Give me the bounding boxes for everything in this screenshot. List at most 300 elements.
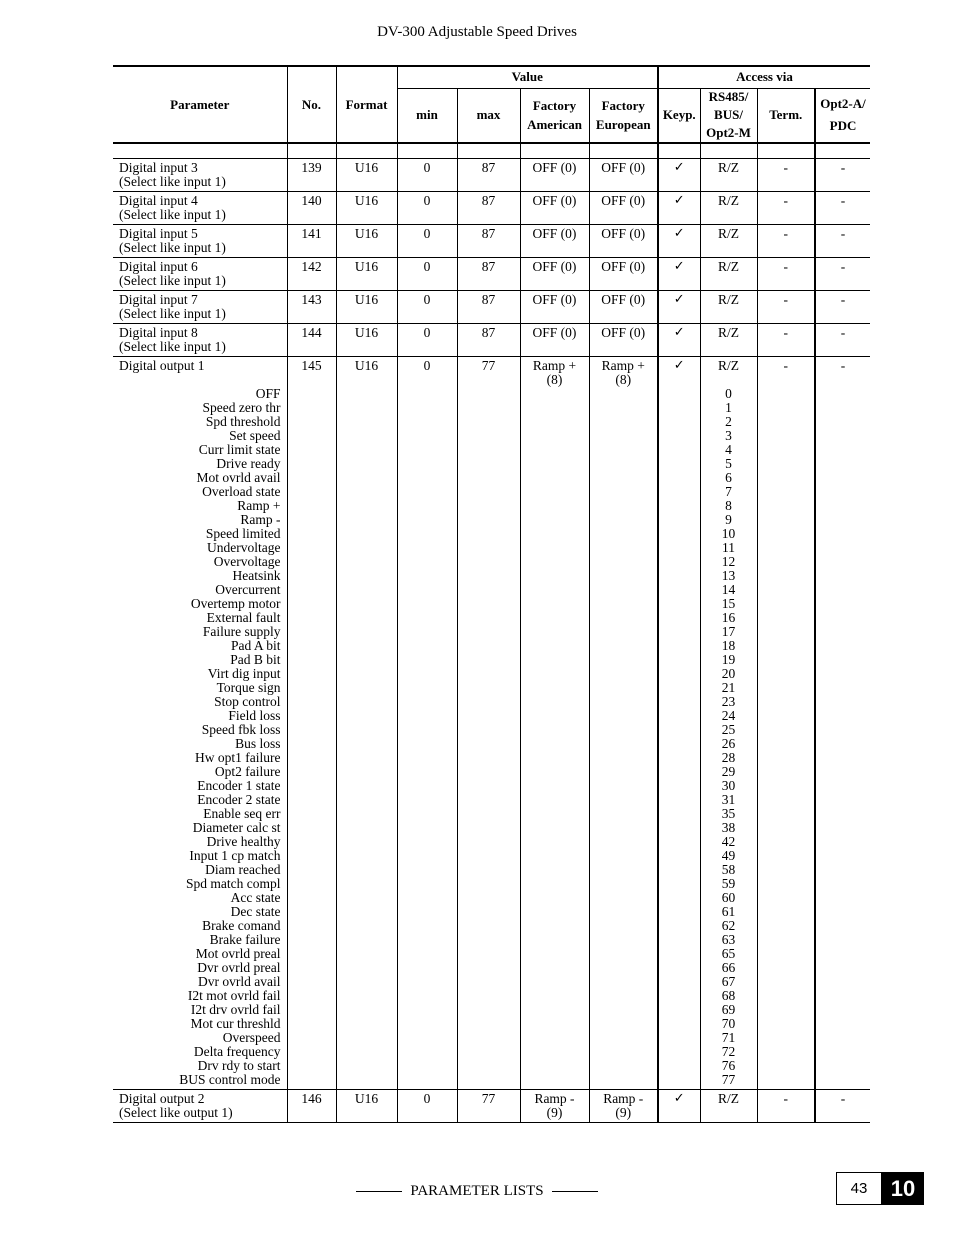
option-code: 16	[721, 610, 736, 625]
rs485-access-cell	[700, 192, 757, 225]
option-code: 76	[721, 1058, 736, 1073]
factory-european-cell	[589, 192, 658, 225]
parameter-name: Digital input 7	[119, 292, 198, 307]
factory-european-cell	[589, 1090, 658, 1123]
max-value: 87	[481, 325, 496, 340]
col-header-max: max	[457, 88, 520, 143]
parameter-number: 146	[301, 1091, 322, 1106]
check-icon: ✓	[673, 226, 685, 241]
col-header-access-via: Access via	[658, 66, 870, 88]
rs485-line-3: Opt2-M	[706, 125, 751, 141]
parameter-number-cell	[287, 225, 336, 258]
option-label: Hw opt1 failure	[195, 750, 281, 765]
option-label: External fault	[206, 610, 281, 625]
option-label: Mot ovrld avail	[196, 470, 281, 485]
col-header-opt2	[815, 88, 870, 143]
option-label: OFF	[255, 386, 281, 401]
max-value: 77	[481, 1091, 496, 1106]
option-label: Stop control	[214, 694, 281, 709]
option-label: Diameter calc st	[192, 820, 281, 835]
option-code: 69	[721, 1002, 736, 1017]
factory-european-value: OFF (0)	[601, 259, 646, 274]
parameter-number: 143	[301, 292, 322, 307]
format-value-cell	[336, 192, 397, 225]
factory-american-cell	[520, 192, 589, 225]
format-value-cell	[336, 357, 397, 1090]
parameter-number-cell	[287, 324, 336, 357]
check-icon: ✓	[673, 292, 685, 307]
option-label: Bus loss	[235, 736, 281, 751]
format-value: U16	[354, 358, 379, 373]
factory-american-cell	[520, 225, 589, 258]
option-label: Ramp -	[240, 512, 281, 527]
option-code: 63	[721, 932, 736, 947]
header-spacer-row	[113, 143, 870, 159]
option-code: 0	[725, 386, 732, 401]
parameter-note: (Select like input 1)	[119, 339, 226, 354]
col-header-factory-american	[520, 88, 589, 143]
opt2-access-cell	[815, 291, 870, 324]
format-value-cell	[336, 225, 397, 258]
factory-european-value: OFF (0)	[601, 292, 646, 307]
option-code: 68	[721, 988, 736, 1003]
terminal-access-value: -	[783, 325, 788, 340]
option-label: Overtemp motor	[190, 596, 281, 611]
parameter-cell	[113, 291, 287, 324]
parameter-number: 141	[301, 226, 322, 241]
min-value: 0	[423, 193, 431, 208]
check-icon: ✓	[673, 259, 685, 274]
max-value-cell	[457, 225, 520, 258]
min-value: 0	[423, 160, 431, 175]
format-value-cell	[336, 258, 397, 291]
rs485-access-value: R/Z	[717, 259, 739, 274]
option-code: 3	[725, 428, 732, 443]
table-row-digital-output-2	[113, 1090, 870, 1123]
factory-european-value: (9)	[615, 1105, 632, 1120]
option-label: Pad B bit	[230, 652, 281, 667]
col-header-rs485	[700, 88, 757, 143]
option-label: Drive ready	[216, 456, 281, 471]
option-label: Enable seq err	[203, 806, 281, 821]
footer-rule-right	[552, 1191, 598, 1192]
rs485-line-2: BUS/	[714, 107, 743, 123]
min-value-cell	[397, 159, 457, 192]
rs485-access-cell	[700, 291, 757, 324]
format-value: U16	[354, 226, 379, 241]
option-code: 19	[721, 652, 736, 667]
parameter-number: 140	[301, 193, 322, 208]
format-value-cell	[336, 1090, 397, 1123]
factory-european-value: OFF (0)	[601, 226, 646, 241]
parameter-note: (Select like input 1)	[119, 207, 226, 222]
opt2-access-value: -	[840, 160, 846, 175]
option-code: 26	[721, 736, 736, 751]
max-value: 87	[481, 292, 496, 307]
rs485-access-value: R/Z	[717, 193, 739, 208]
option-code: 30	[721, 778, 736, 793]
option-label: Input 1 cp match	[189, 848, 281, 863]
option-code: 71	[721, 1030, 736, 1045]
factory-american-line-1: Factory	[532, 97, 577, 113]
option-label: Speed limited	[205, 526, 281, 541]
opt2-access-cell	[815, 324, 870, 357]
option-label-list	[119, 387, 287, 1087]
factory-european-line-1: Factory	[601, 97, 645, 113]
factory-european-cell	[589, 225, 658, 258]
terminal-access-cell	[757, 258, 815, 291]
table-row	[113, 159, 870, 192]
option-label: Diam reached	[205, 862, 281, 877]
terminal-access-cell	[757, 159, 815, 192]
format-value: U16	[354, 325, 379, 340]
option-label: Drive healthy	[206, 834, 281, 849]
terminal-access-cell	[757, 357, 815, 1090]
page-header-title: DV-300 Adjustable Speed Drives	[377, 24, 577, 40]
parameter-cell	[113, 357, 287, 1090]
opt2-access-cell	[815, 1090, 870, 1123]
col-header-term: Term.	[757, 88, 815, 143]
option-code: 28	[721, 750, 736, 765]
format-value: U16	[354, 1091, 379, 1106]
format-value-cell	[336, 159, 397, 192]
option-label: Dvr ovrld avail	[198, 974, 281, 989]
option-label: Dec state	[230, 904, 281, 919]
factory-european-line-2: European	[595, 116, 651, 132]
option-label: Spd threshold	[205, 414, 281, 429]
option-code: 9	[725, 512, 732, 527]
factory-european-value: OFF (0)	[601, 193, 646, 208]
table-row	[113, 291, 870, 324]
parameter-table	[113, 65, 870, 1123]
min-value: 0	[423, 292, 431, 307]
min-value: 0	[423, 259, 431, 274]
parameter-name: Digital output 1	[119, 358, 205, 373]
opt2-access-value: -	[840, 226, 846, 241]
option-code: 25	[721, 722, 736, 737]
parameter-number: 145	[301, 358, 322, 373]
check-icon: ✓	[673, 193, 685, 208]
rs485-access-cell	[700, 258, 757, 291]
factory-european-cell	[589, 258, 658, 291]
option-code: 35	[721, 806, 736, 821]
option-code: 60	[721, 890, 736, 905]
max-value-cell	[457, 324, 520, 357]
factory-american-value: (9)	[546, 1105, 563, 1120]
factory-american-cell	[520, 324, 589, 357]
col-header-value: Value	[397, 66, 658, 88]
opt2-access-cell	[815, 258, 870, 291]
table-row	[113, 225, 870, 258]
option-code: 59	[721, 876, 736, 891]
keypad-access-cell	[658, 258, 700, 291]
keypad-access-cell	[658, 291, 700, 324]
min-value-cell	[397, 225, 457, 258]
terminal-access-cell	[757, 291, 815, 324]
terminal-access-cell	[757, 1090, 815, 1123]
parameter-number-cell	[287, 159, 336, 192]
opt2-access-cell	[815, 192, 870, 225]
opt2-access-cell	[815, 159, 870, 192]
option-label: Speed zero thr	[202, 400, 281, 415]
max-value-cell	[457, 291, 520, 324]
format-value: U16	[354, 259, 379, 274]
table-row-digital-output-1	[113, 357, 870, 1090]
option-label: Ramp +	[237, 498, 281, 513]
option-code: 5	[725, 456, 732, 471]
page-footer	[0, 1183, 954, 1200]
min-value: 0	[423, 358, 431, 373]
keypad-access-cell	[658, 192, 700, 225]
rs485-access-value: R/Z	[717, 358, 739, 373]
factory-european-value: Ramp +	[601, 358, 645, 373]
col-header-parameter: Parameter	[113, 66, 287, 143]
rs485-access-value: R/Z	[717, 292, 739, 307]
parameter-name: Digital input 3	[119, 160, 198, 175]
max-value: 87	[481, 259, 496, 274]
min-value-cell	[397, 324, 457, 357]
opt2-access-value: -	[840, 325, 846, 340]
factory-american-value: Ramp +	[532, 358, 577, 373]
page-number: 43	[836, 1172, 882, 1205]
chapter-tab: 10	[882, 1172, 924, 1205]
rs485-access-value: R/Z	[717, 325, 739, 340]
option-code: 66	[721, 960, 736, 975]
option-code: 8	[725, 498, 732, 513]
factory-american-value: OFF (0)	[532, 160, 577, 175]
max-value: 77	[481, 358, 496, 373]
terminal-access-cell	[757, 225, 815, 258]
check-icon: ✓	[673, 160, 685, 175]
rs485-access-value: R/Z	[717, 226, 739, 241]
option-code: 18	[721, 638, 736, 653]
parameter-name: Digital output 2	[119, 1091, 205, 1106]
option-code: 65	[721, 946, 736, 961]
table-row	[113, 192, 870, 225]
check-icon: ✓	[673, 358, 685, 373]
option-code: 2	[725, 414, 732, 429]
option-label: Undervoltage	[207, 540, 281, 555]
option-code: 13	[721, 568, 736, 583]
col-header-min: min	[397, 88, 457, 143]
factory-american-value: (8)	[546, 372, 563, 387]
parameter-number-cell	[287, 258, 336, 291]
min-value: 0	[423, 226, 431, 241]
option-label: Field loss	[228, 708, 281, 723]
option-label: Virt dig input	[207, 666, 281, 681]
option-label: Curr limit state	[198, 442, 281, 457]
option-label: Spd match compl	[186, 876, 281, 891]
parameter-cell	[113, 159, 287, 192]
rs485-access-value: R/Z	[717, 160, 739, 175]
option-code: 77	[721, 1072, 736, 1087]
factory-european-value: Ramp -	[603, 1091, 644, 1106]
max-value: 87	[481, 193, 496, 208]
format-value: U16	[354, 193, 379, 208]
terminal-access-value: -	[783, 193, 788, 208]
option-code: 14	[721, 582, 736, 597]
option-code: 11	[722, 540, 735, 555]
check-icon: ✓	[673, 325, 685, 340]
min-value-cell	[397, 357, 457, 1090]
parameter-number-cell	[287, 192, 336, 225]
table-row	[113, 324, 870, 357]
rs485-access-cell	[700, 1090, 757, 1123]
min-value: 0	[423, 1091, 431, 1106]
footer-rule-left	[356, 1191, 402, 1192]
max-value-cell	[457, 1090, 520, 1123]
factory-american-value: OFF (0)	[532, 226, 577, 241]
option-label: Brake failure	[209, 932, 281, 947]
opt2-access-value: -	[840, 1091, 846, 1106]
option-label: Drv rdy to start	[197, 1058, 281, 1073]
option-label: Encoder 1 state	[197, 778, 281, 793]
parameter-cell	[113, 1090, 287, 1123]
opt2-access-value: -	[840, 358, 846, 373]
terminal-access-value: -	[783, 1091, 788, 1106]
option-code: 12	[721, 554, 736, 569]
keypad-access-cell	[658, 324, 700, 357]
check-icon: ✓	[673, 1091, 685, 1106]
keypad-access-cell	[658, 225, 700, 258]
parameter-name: Digital input 4	[119, 193, 198, 208]
option-code: 1	[725, 400, 732, 415]
parameter-cell	[113, 324, 287, 357]
terminal-access-value: -	[783, 259, 788, 274]
option-label: Pad A bit	[230, 638, 281, 653]
parameter-note: (Select like input 1)	[119, 273, 226, 288]
option-code: 15	[721, 596, 736, 611]
option-label: I2t mot ovrld fail	[187, 988, 281, 1003]
option-code: 23	[721, 694, 736, 709]
option-code: 49	[721, 848, 736, 863]
rs485-access-value: R/Z	[717, 1091, 739, 1106]
option-label: Mot cur threshld	[190, 1016, 281, 1031]
max-value: 87	[481, 226, 496, 241]
table-header	[113, 66, 870, 143]
min-value-cell	[397, 258, 457, 291]
option-label: Mot ovrld preal	[195, 946, 281, 961]
option-label: Speed fbk loss	[201, 722, 281, 737]
factory-american-cell	[520, 159, 589, 192]
max-value-cell	[457, 357, 520, 1090]
option-label: Heatsink	[232, 568, 281, 583]
factory-american-value: OFF (0)	[532, 292, 577, 307]
col-header-no: No.	[287, 66, 336, 143]
footer-section-title: PARAMETER LISTS	[410, 1183, 544, 1199]
parameter-name: Digital input 5	[119, 226, 198, 241]
parameter-number: 139	[301, 160, 322, 175]
format-value: U16	[354, 292, 379, 307]
parameter-cell	[113, 192, 287, 225]
opt2-access-value: -	[840, 292, 846, 307]
max-value: 87	[481, 160, 496, 175]
terminal-access-cell	[757, 192, 815, 225]
option-code: 70	[721, 1016, 736, 1031]
table-row	[113, 258, 870, 291]
col-header-factory-european	[589, 88, 658, 143]
factory-american-value: Ramp -	[534, 1091, 575, 1106]
option-label: Overload state	[202, 484, 281, 499]
option-code: 20	[721, 666, 736, 681]
terminal-access-cell	[757, 324, 815, 357]
parameter-note: (Select like output 1)	[119, 1105, 233, 1120]
col-header-format: Format	[336, 66, 397, 143]
option-label: Overspeed	[222, 1030, 281, 1045]
factory-american-line-2: American	[527, 116, 582, 132]
option-code: 6	[725, 470, 732, 485]
parameter-number: 144	[301, 325, 322, 340]
option-label: Acc state	[230, 890, 281, 905]
factory-american-value: OFF (0)	[532, 259, 577, 274]
parameter-number-cell	[287, 1090, 336, 1123]
option-label: I2t drv ovrld fail	[190, 1002, 281, 1017]
keypad-access-cell	[658, 159, 700, 192]
rs485-line-1: RS485/	[708, 89, 749, 105]
opt2-access-cell	[815, 357, 870, 1090]
option-code: 67	[721, 974, 736, 989]
min-value: 0	[423, 325, 431, 340]
factory-american-value: OFF (0)	[532, 193, 577, 208]
opt2-access-value: -	[840, 193, 846, 208]
option-code: 58	[721, 862, 736, 877]
option-code: 21	[721, 680, 736, 695]
parameter-cell	[113, 225, 287, 258]
factory-american-cell	[520, 258, 589, 291]
parameter-note: (Select like input 1)	[119, 174, 226, 189]
option-label: Overvoltage	[213, 554, 281, 569]
option-code: 62	[721, 918, 736, 933]
min-value-cell	[397, 291, 457, 324]
option-code: 17	[721, 624, 736, 639]
factory-european-cell	[589, 324, 658, 357]
factory-american-cell	[520, 291, 589, 324]
option-label: Torque sign	[216, 680, 281, 695]
parameter-name: Digital input 8	[119, 325, 198, 340]
factory-american-cell	[520, 1090, 589, 1123]
option-code: 29	[721, 764, 736, 779]
terminal-access-value: -	[783, 226, 788, 241]
opt2-line-1: Opt2-A/	[820, 96, 866, 112]
min-value-cell	[397, 192, 457, 225]
parameter-note: (Select like input 1)	[119, 306, 226, 321]
option-label: Overcurrent	[215, 582, 281, 597]
option-label: Opt2 failure	[214, 764, 281, 779]
rs485-access-cell	[700, 324, 757, 357]
option-code: 4	[725, 442, 732, 457]
rs485-access-cell	[700, 357, 757, 1090]
option-code-list	[701, 387, 757, 1087]
option-label: Encoder 2 state	[197, 792, 281, 807]
terminal-access-value: -	[783, 292, 788, 307]
option-code: 42	[721, 834, 736, 849]
opt2-access-value: -	[840, 259, 846, 274]
option-code: 10	[721, 526, 736, 541]
option-label: Delta frequency	[193, 1044, 281, 1059]
min-value-cell	[397, 1090, 457, 1123]
option-label: BUS control mode	[179, 1072, 281, 1087]
opt2-line-2: PDC	[829, 118, 857, 134]
option-code: 31	[721, 792, 736, 807]
format-value: U16	[354, 160, 379, 175]
parameter-number-cell	[287, 357, 336, 1090]
rs485-access-cell	[700, 159, 757, 192]
max-value-cell	[457, 258, 520, 291]
terminal-access-value: -	[783, 358, 788, 373]
option-label: Brake comand	[202, 918, 281, 933]
max-value-cell	[457, 159, 520, 192]
option-label: Dvr ovrld preal	[197, 960, 281, 975]
